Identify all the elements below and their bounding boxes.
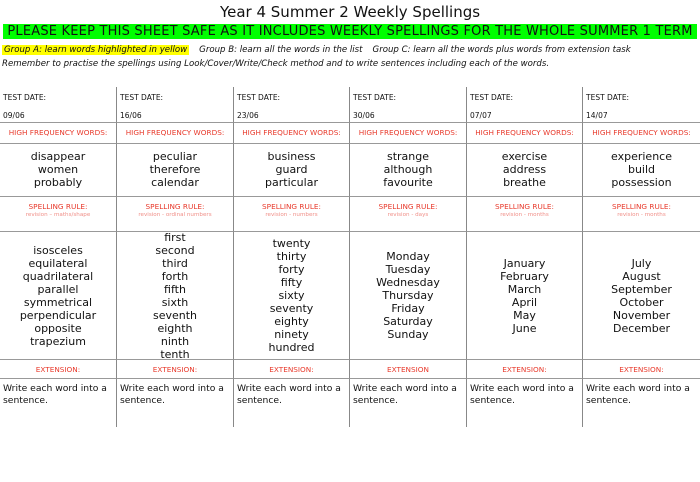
spelling-word: Thursday [382, 289, 434, 302]
spelling-word: although [383, 163, 433, 176]
spelling-word: forth [161, 269, 189, 283]
spelling-word: third [162, 256, 188, 270]
spelling-word: forty [278, 263, 305, 276]
spelling-word: September [611, 282, 672, 296]
test-date-label: TEST DATE: [350, 87, 467, 109]
spelling-word: seventh [152, 308, 198, 322]
spelling-rule [117, 196, 234, 232]
spelling-words [0, 232, 117, 359]
spelling-word: January [503, 256, 546, 270]
spelling-rule-label: SPELLING RULE: [145, 202, 205, 211]
spelling-word: particular [265, 176, 318, 189]
high-frequency-label: HIGH FREQUENCY WORDS: [117, 123, 234, 144]
high-frequency-label: HIGH FREQUENCY WORDS: [350, 123, 467, 144]
spelling-rule-topic: revision – maths/shape [25, 212, 91, 218]
banner-text: PLEASE KEEP THIS SHEET SAFE AS IT INCLUDES WEEKLY SPELLINGS FOR THE WHOLE SUMMER 1 TERM [3, 24, 696, 39]
spelling-words [583, 232, 700, 359]
spelling-word: thirty [276, 250, 307, 263]
high-frequency-words [467, 144, 583, 196]
test-date-label: TEST DATE: [117, 87, 234, 109]
spelling-words [350, 232, 467, 359]
group-a-text: Group A: learn words highlighted in yellow [4, 45, 188, 55]
spelling-word: probably [33, 176, 83, 189]
spelling-words [234, 232, 350, 359]
spelling-word: November [612, 308, 671, 322]
spelling-word: Friday [391, 302, 425, 315]
spelling-word: parallel [37, 282, 79, 296]
spelling-word: fifth [164, 282, 186, 296]
spelling-word: Wednesday [376, 276, 440, 289]
spelling-word: experience [611, 150, 672, 163]
spelling-word: calendar [151, 176, 199, 189]
spelling-word: peculiar [152, 150, 198, 163]
extension-task: Write each word into a sentence. [117, 379, 234, 427]
extension-task: Write each word into a sentence. [0, 379, 117, 427]
spelling-word: seventy [269, 302, 314, 315]
spelling-word: July [631, 256, 652, 270]
spelling-rule [0, 196, 117, 232]
spelling-word: therefore [149, 163, 201, 176]
spelling-word: guard [275, 163, 308, 176]
test-date: 09/06 [0, 109, 117, 123]
page-title: Year 4 Summer 2 Weekly Spellings [219, 3, 481, 21]
spelling-word: sixty [278, 289, 305, 302]
high-frequency-words [0, 144, 117, 196]
extension-label: EXTENSION: [234, 359, 350, 379]
test-date-label: TEST DATE: [234, 87, 350, 109]
spelling-word: second [155, 243, 195, 257]
spelling-word: ninety [274, 328, 309, 341]
spelling-rule-label: SPELLING RULE: [28, 202, 88, 211]
spelling-words [117, 232, 234, 359]
spelling-word: tenth [160, 347, 190, 359]
spelling-word: breathe [503, 176, 546, 189]
spelling-rule-label: SPELLING RULE: [495, 202, 554, 211]
spelling-word: first [164, 232, 186, 244]
spelling-word: address [502, 163, 547, 176]
spelling-word: February [500, 269, 549, 283]
high-frequency-words [583, 144, 700, 196]
spelling-word: hundred [268, 341, 315, 354]
group-instructions [2, 43, 700, 57]
group-c-text: Group C: learn all the words plus words from extension task [372, 45, 631, 55]
spelling-rule-label: SPELLING RULE: [262, 202, 321, 211]
spelling-word: perpendicular [19, 308, 97, 322]
spelling-rule-topic: revision - months [617, 212, 666, 218]
spelling-words [467, 232, 583, 359]
spelling-word: trapezium [30, 334, 86, 348]
spelling-rule [467, 196, 583, 232]
spelling-rule [234, 196, 350, 232]
test-date: 23/06 [234, 109, 350, 123]
spelling-word: business [267, 150, 316, 163]
spelling-word: ninth [160, 334, 190, 348]
spelling-word: twenty [272, 237, 311, 250]
spelling-rule-topic: revision - numbers [265, 212, 318, 218]
spelling-rule-topic: revision - ordinal numbers [138, 212, 212, 218]
spelling-word: symmetrical [23, 295, 93, 309]
spelling-rule [583, 196, 700, 232]
high-frequency-label: HIGH FREQUENCY WORDS: [467, 123, 583, 144]
test-date: 16/06 [117, 109, 234, 123]
spelling-word: disappear [30, 150, 86, 163]
spelling-word: sixth [161, 295, 189, 309]
test-date: 30/06 [350, 109, 467, 123]
spelling-word: Sunday [387, 328, 429, 341]
extension-label: EXTENSION: [117, 359, 234, 379]
high-frequency-label: HIGH FREQUENCY WORDS: [0, 123, 117, 144]
spelling-word: eighth [157, 321, 193, 335]
high-frequency-label: HIGH FREQUENCY WORDS: [234, 123, 350, 144]
spelling-rule-label: SPELLING RULE: [378, 202, 438, 211]
spelling-word: Monday [386, 250, 430, 263]
high-frequency-words [234, 144, 350, 196]
spelling-word: August [622, 269, 661, 283]
spelling-word: May [513, 308, 536, 322]
high-frequency-words [117, 144, 234, 196]
test-date-label: TEST DATE: [467, 87, 583, 109]
extension-label: EXTENSION: [467, 359, 583, 379]
spelling-word: favourite [383, 176, 433, 189]
extension-label: EXTENSION: [583, 359, 700, 379]
spelling-rule [350, 196, 467, 232]
spelling-word: exercise [501, 150, 548, 163]
practice-instructions: Remember to practise the spellings using Look/Cover/Write/Check method and to write sentences including each of the words. [2, 59, 550, 69]
extension-task: Write each word into a sentence. [586, 383, 690, 406]
keep-safe-banner [0, 22, 700, 41]
extension-task: Write each word into a sentence. [350, 379, 467, 427]
group-b-text: Group B: learn all the words in the list [199, 45, 363, 55]
spelling-word: quadrilateral [22, 269, 94, 283]
spelling-word: build [627, 163, 656, 176]
test-date-label: TEST DATE: [0, 87, 117, 109]
spelling-rule-topic: revision - months [500, 212, 549, 218]
spelling-word: eighty [274, 315, 309, 328]
spellings-table [0, 87, 700, 482]
spelling-rule-label: SPELLING RULE: [612, 202, 671, 211]
test-date-label: TEST DATE: [586, 93, 630, 102]
test-date: 07/07 [467, 109, 583, 123]
extension-label: EXTENSION: [0, 359, 117, 379]
spelling-word: possession [611, 176, 672, 189]
spelling-word: Tuesday [385, 263, 431, 276]
high-frequency-label: HIGH FREQUENCY WORDS: [583, 123, 700, 144]
spelling-word: women [37, 163, 79, 176]
spelling-word: December [612, 321, 671, 335]
test-date: 14/07 [583, 109, 700, 123]
spelling-word: strange [386, 150, 430, 163]
extension-label: EXTENSION [350, 359, 467, 379]
spelling-word: isosceles [33, 243, 83, 257]
spelling-word: opposite [34, 321, 82, 335]
extension-task: Write each word into a sentence. [467, 379, 583, 427]
spelling-word: Saturday [383, 315, 433, 328]
spelling-rule-topic: revision - days [387, 212, 429, 218]
spelling-word: April [511, 295, 538, 309]
spelling-word: equilateral [28, 256, 88, 270]
spelling-word: March [507, 282, 542, 296]
high-frequency-words [350, 144, 467, 196]
extension-task: Write each word into a sentence. [234, 379, 350, 427]
spelling-word: June [512, 321, 537, 335]
spelling-word: October [619, 295, 664, 309]
spelling-word: fifty [280, 276, 303, 289]
